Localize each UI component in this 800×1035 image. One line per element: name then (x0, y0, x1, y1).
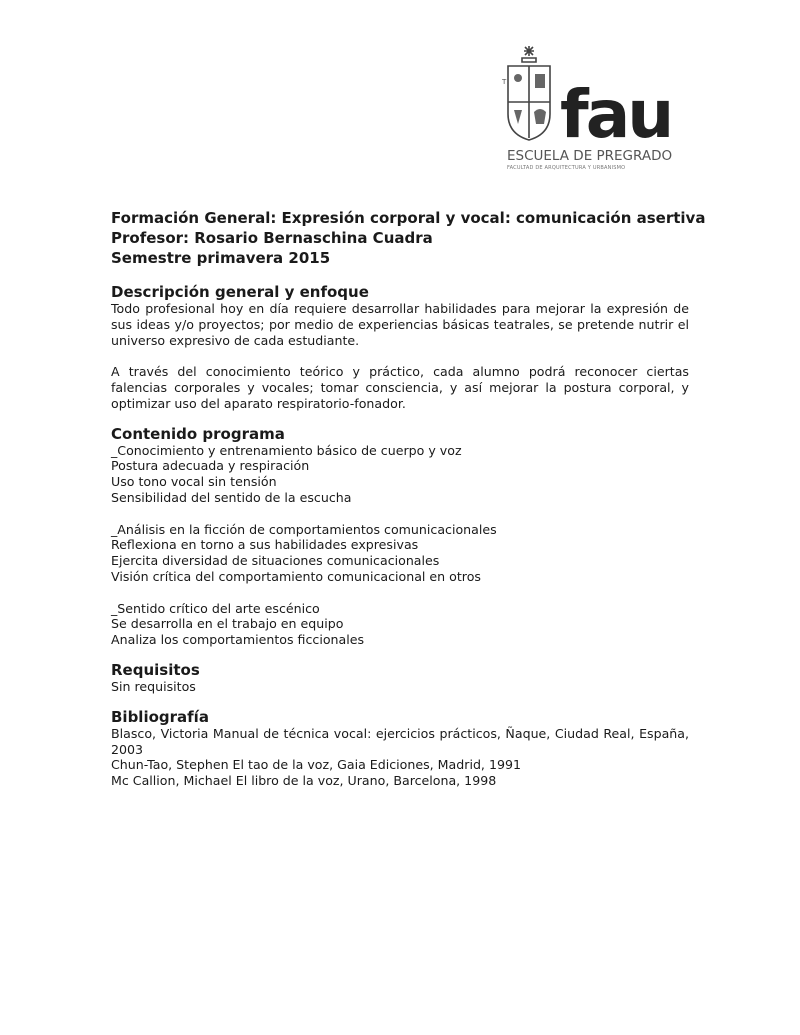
bibliography-heading: Bibliografía (111, 707, 209, 726)
requirements-heading: Requisitos (111, 660, 200, 679)
program-item: Postura adecuada y respiración (111, 458, 310, 474)
program-item: _Sentido crítico del arte escénico (111, 600, 320, 616)
logo-brand-text: fau (560, 76, 672, 153)
requirements-text: Sin requisitos (111, 678, 196, 694)
description-heading: Descripción general y enfoque (111, 283, 369, 301)
course-title: Formación General: Expresión corporal y vocal: comunicación asertiva (111, 209, 706, 227)
bibliography-entry: Chun-Tao, Stephen El tao de la voz, Gaia Ediciones, Madrid, 1991 (111, 757, 521, 773)
program-item: Analiza los comportamientos ficcionales (111, 632, 365, 648)
program-item: Visión crítica del comportamiento comunicacional en otros (111, 568, 481, 584)
logo-faculty-name: FACULTAD DE ARQUITECTURA Y URBANISMO (507, 165, 626, 171)
description-paragraph: Todo profesional hoy en día requiere desarrollar habilidades para mejorar la expresión de sus ideas y/o proyectos; por medio de experiencias básicas teatrales, se pretende nutrir el universo expresivo de cada estudiante. (111, 301, 689, 348)
program-item: _Conocimiento y entrenamiento básico de cuerpo y voz (111, 442, 462, 458)
bibliography-entry: Mc Callion, Michael El libro de la voz, Urano, Barcelona, 1998 (111, 773, 497, 789)
description-paragraph: A través del conocimiento teórico y práctico, cada alumno podrá reconocer ciertas falencias corporales y vocales; tomar consciencia, y así mejorar la postura corporal, y optimizar uso del aparato respiratorio-fonador. (111, 364, 689, 411)
program-item: _Análisis en la ficción de comportamientos comunicacionales (111, 521, 497, 537)
fau-logo (500, 44, 690, 180)
program-item: Sensibilidad del sentido de la escucha (111, 489, 352, 505)
professor-name: Profesor: Rosario Bernaschina Cuadra (111, 229, 433, 247)
program-heading: Contenido programa (111, 424, 285, 443)
syllabus-content (111, 208, 706, 789)
logo-school-name: ESCUELA DE PREGRADO (507, 148, 673, 164)
university-crest-icon (500, 44, 558, 144)
program-item: Ejercita diversidad de situaciones comunicacionales (111, 553, 440, 569)
program-item: Uso tono vocal sin tensión (111, 474, 277, 490)
svg-text:T: T (502, 78, 507, 86)
program-item: Reflexiona en torno a sus habilidades expresivas (111, 537, 419, 553)
semester: Semestre primavera 2015 (111, 249, 331, 267)
program-item: Se desarrolla en el trabajo en equipo (111, 616, 344, 632)
bibliography-entry: Blasco, Victoria Manual de técnica vocal: ejercicios prácticos, Ñaque, Ciudad Real, España, 2003 (111, 725, 689, 757)
